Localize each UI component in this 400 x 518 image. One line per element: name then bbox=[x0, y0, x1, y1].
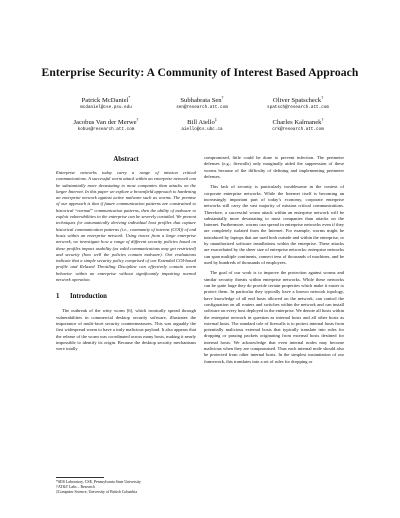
author bbox=[58, 116, 154, 133]
footnote: ‡Computer Science, University of British Columbia bbox=[56, 490, 138, 495]
affiliation-mark: † bbox=[136, 116, 139, 122]
author bbox=[154, 94, 250, 111]
footnote: †AT&T Labs – Research bbox=[56, 485, 95, 490]
author-email: crk@research.att.com bbox=[272, 127, 324, 132]
abstract-text: Enterprise networks today carry a range of mission critical communications. A successful worm attack within an enterprise network can be substantially more devastating to most companies than attacks on the larger Internet. In this paper we explore a brownfield approach to hardening an enterprise network against active malware such as worms. The premise of our approach is that if future communication patterns are constrained to historical “normal” communication patterns, then the ability of malware to exploit vulnerabilities in the enterprise can be severely curtailed. We present techniques for automatically deriving individual host profiles that capture historical communication patterns (i.e., community of interest (COI)) of end hosts within an enterprise network. Using traces from a large enterprise network, we investigate how a range of different security policies based on these profiles impact usability (as valid communications may get restricted) and security (how well the policies contain malware). Our evaluations indicate that a simple security policy comprised of our Extended COI-based profile and Relaxed Throttling Discipline can effectively contain worm behavior within an enterprise without significantly impairing normal network operation. bbox=[56, 170, 196, 283]
author-name: Charles Kalmanek bbox=[272, 119, 322, 126]
right-column bbox=[204, 155, 344, 369]
author-email: sen@research.att.com bbox=[176, 105, 228, 110]
author-name: Patrick McDaniel bbox=[81, 97, 129, 104]
paper-title: Enterprise Security: A Community of Interest Based Approach bbox=[41, 66, 359, 79]
author bbox=[58, 94, 154, 111]
body-paragraph: The outbreak of the witty worm [6], which ironically spread through vulnerabilities in commercial desktop security software, illustrates the importance of multi-facet security countermeasures. This was arguably the first widespread worm to have a truly malicious payload. It also appears that the release of the worm was coordinated across many hosts, making it nearly impossible to identify its origin. Because the desktop security mechanisms were totally bbox=[56, 308, 196, 352]
section-heading bbox=[56, 292, 196, 301]
affiliation-mark: † bbox=[321, 116, 324, 122]
author bbox=[250, 94, 346, 111]
affiliation-mark: ‡ bbox=[214, 116, 217, 122]
author-name: Jacobus Van der Merwe bbox=[73, 119, 137, 126]
author-email: kobus@research.att.com bbox=[77, 127, 135, 132]
body-paragraph: The goal of our work is to improve the protection against worms and similar security threats within enterprise networks. While these networks can be quite large they do provide certain properties which make it easier to protect them. In particular they typically have a known network topology, have knowledge of all end hosts allowed on the network, can control the configuration on all routers and switches within the network and can install software on every host deployed in the enterprise. We denote all hosts within the enterprise network in question as internal hosts and all other hosts as external hosts. The standard role of firewalls is to protect internal hosts from potentially malicious external hosts that typically translate into rules for dropping or passing packets originating from external hosts destined for internal hosts. We acknowledge that even internal nodes may become malicious when they are compromised. Thus each internal node should also be protected from other internal hosts. In the simplest instantiation of our framework, this translates into a set of rules for dropping or bbox=[204, 270, 344, 364]
section-title: Introduction bbox=[70, 293, 107, 301]
author-name: Subhabrata Sen bbox=[180, 97, 222, 104]
author-email: spatsch@research.att.com bbox=[267, 105, 329, 110]
author-email: mcdaniel@cse.psu.edu bbox=[80, 105, 132, 110]
affiliation-mark: † bbox=[321, 94, 324, 100]
footnotes bbox=[56, 477, 196, 496]
author-name: Oliver Spatscheck bbox=[272, 97, 322, 104]
author-name: Bill Aiello bbox=[187, 119, 215, 126]
author bbox=[154, 116, 250, 133]
footnote-rule bbox=[56, 477, 104, 478]
body-paragraph: compromised, little could be done to prevent infection. The perimeter defenses (e.g., firewalls) only marginally aided the suppression of these worms because of the difficulty of defining and implementing perimeter defenses. bbox=[204, 155, 344, 179]
section-number: 1 bbox=[56, 293, 60, 301]
author bbox=[250, 116, 346, 133]
author-email: aiello@cs.ubc.ca bbox=[181, 127, 223, 132]
left-column bbox=[56, 155, 196, 357]
affiliation-mark: † bbox=[221, 94, 224, 100]
author-block bbox=[58, 94, 346, 133]
body-paragraph: This lack of security is particularly troublesome in the context of corporate enterprise networks. While the Internet itself is becoming an increasingly important part of today’s economy, corporate enterprise networks still carry the vast majority of mission critical communications. Therefore, a successful worm attack within an enterprise network will be substantially more devastating to most companies than attacks on the Internet. Furthermore, worms can spread in enterprise networks even if they are completely isolated from the Internet. For example, worms might be introduced by laptops that are used both outside and within the enterprise, or by unauthorized software installations within the enterprise. These attacks are exacerbated by the sheer size of enterprise networks: enterprise networks can span multiple continents, connect tens of thousands of machines, and be used by hundreds of thousands of employees. bbox=[204, 184, 344, 265]
affiliation-mark: * bbox=[128, 94, 131, 100]
abstract-heading: Abstract bbox=[113, 156, 139, 163]
footnote: *SIIS Laboratory, CSE, Pennsylvania State University bbox=[56, 480, 141, 484]
